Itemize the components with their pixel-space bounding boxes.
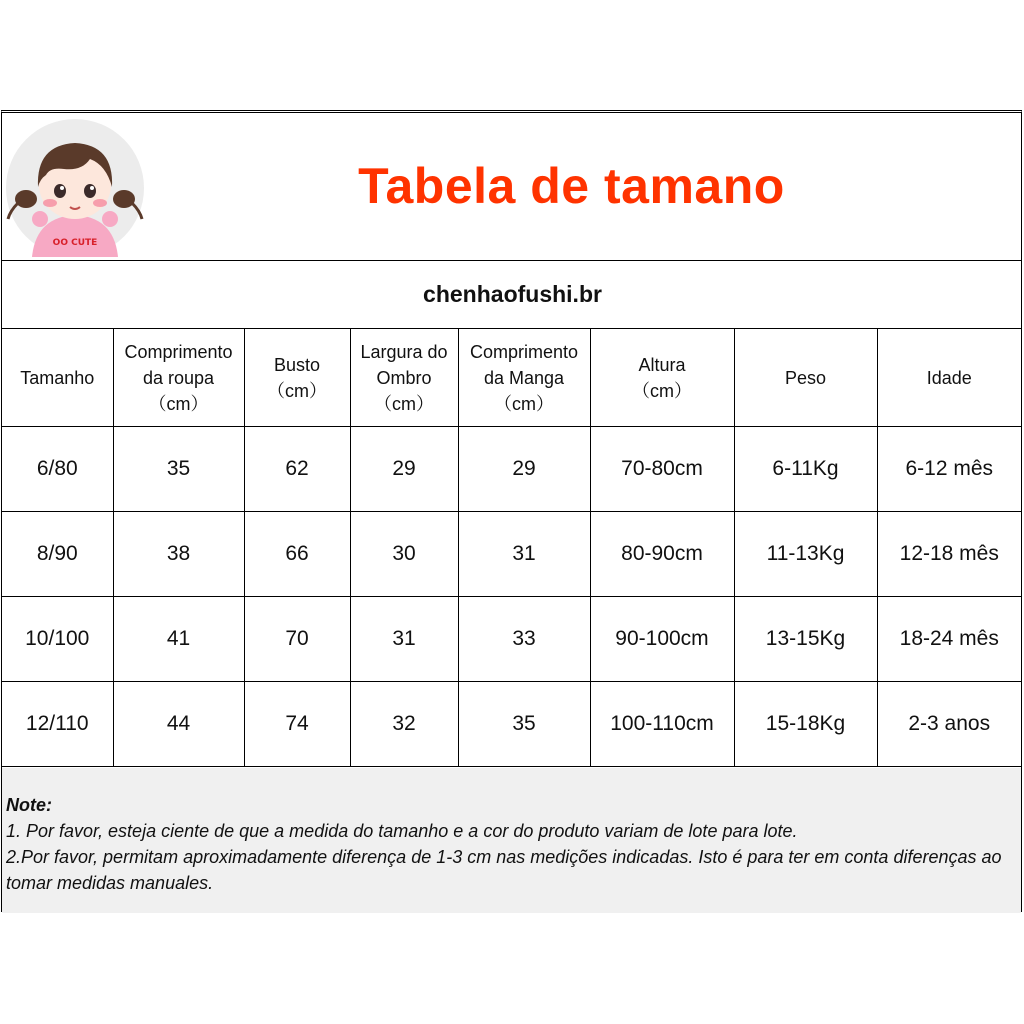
table-cell: 13-15Kg [734, 597, 877, 682]
table-row [2, 597, 1021, 682]
table-cell: 6-12 mês [877, 427, 1021, 512]
table-cell: 6/80 [2, 427, 113, 512]
header-row [2, 329, 1021, 427]
column-header-line: Comprimento [124, 341, 233, 362]
table-cell: 74 [244, 682, 350, 767]
table-cell: 6-11Kg [734, 427, 877, 512]
column-header-line: （cm） [374, 393, 434, 414]
table-cell: 31 [458, 512, 590, 597]
table-cell: 12/110 [2, 682, 113, 767]
column-header [734, 329, 877, 427]
table-cell: 29 [350, 427, 458, 512]
table-cell: 80-90cm [590, 512, 734, 597]
table-cell: 62 [244, 427, 350, 512]
brand-row [2, 261, 1021, 329]
table-cell: 90-100cm [590, 597, 734, 682]
table-cell: 32 [350, 682, 458, 767]
table-cell: 18-24 mês [877, 597, 1021, 682]
column-header [2, 329, 113, 427]
table-cell: 100-110cm [590, 682, 734, 767]
cartoon-girl-icon [6, 119, 144, 257]
title-row [2, 113, 1021, 261]
table-cell: 29 [458, 427, 590, 512]
size-chart-sheet [1, 110, 1022, 912]
table-cell: 41 [113, 597, 244, 682]
notes-heading: Note: [6, 795, 52, 815]
column-header [244, 329, 350, 427]
table-cell: 70 [244, 597, 350, 682]
column-header-line: Busto [273, 354, 321, 375]
table-cell: 2-3 anos [877, 682, 1021, 767]
table-cell: 35 [458, 682, 590, 767]
page-title: Tabela de tamano [358, 158, 785, 214]
column-header-line: （cm） [148, 393, 209, 414]
table-cell: 66 [244, 512, 350, 597]
column-header-line: Largura do [360, 341, 448, 362]
column-header [590, 329, 734, 427]
table-cell: 70-80cm [590, 427, 734, 512]
table-cell: 38 [113, 512, 244, 597]
column-header-line: （cm） [267, 380, 327, 401]
note-line-2: 2.Por favor, permitam aproximadamente diferença de 1-3 cm nas medições indicadas. Isto é para ter em conta diferenças ao tomar medidas manuales. [6, 847, 1002, 893]
shirt-text: OO CUTE [52, 238, 98, 248]
column-header-line: （cm） [632, 380, 692, 401]
table-cell: 33 [458, 597, 590, 682]
column-header-line: （cm） [494, 393, 554, 414]
brand-name: chenhaofushi.br [423, 281, 602, 307]
column-header-line: da Manga [483, 367, 565, 388]
table-cell: 12-18 mês [877, 512, 1021, 597]
size-table [2, 329, 1021, 767]
table-row [2, 512, 1021, 597]
column-header [113, 329, 244, 427]
column-header-line: Comprimento [469, 341, 579, 362]
column-header [350, 329, 458, 427]
column-header-line: Ombro [376, 367, 432, 388]
note-line-1: 1. Por favor, esteja ciente de que a medida do tamanho e a cor do produto variam de lote para lote. [6, 821, 798, 841]
notes-section [2, 768, 1021, 913]
table-row [2, 682, 1021, 767]
column-header-line: da roupa [142, 367, 215, 388]
column-header [877, 329, 1021, 427]
table-row [2, 427, 1021, 512]
table-cell: 10/100 [2, 597, 113, 682]
table-cell: 31 [350, 597, 458, 682]
table-header [2, 329, 1021, 427]
column-header-line: Altura [638, 354, 686, 375]
table-cell: 44 [113, 682, 244, 767]
column-header-line: Idade [926, 367, 972, 388]
table-cell: 35 [113, 427, 244, 512]
column-header-line: Peso [784, 367, 827, 388]
table-cell: 11-13Kg [734, 512, 877, 597]
table-cell: 8/90 [2, 512, 113, 597]
table-cell: 15-18Kg [734, 682, 877, 767]
column-header-line: Tamanho [20, 367, 95, 388]
table-cell: 30 [350, 512, 458, 597]
table-body [2, 427, 1021, 767]
column-header [458, 329, 590, 427]
